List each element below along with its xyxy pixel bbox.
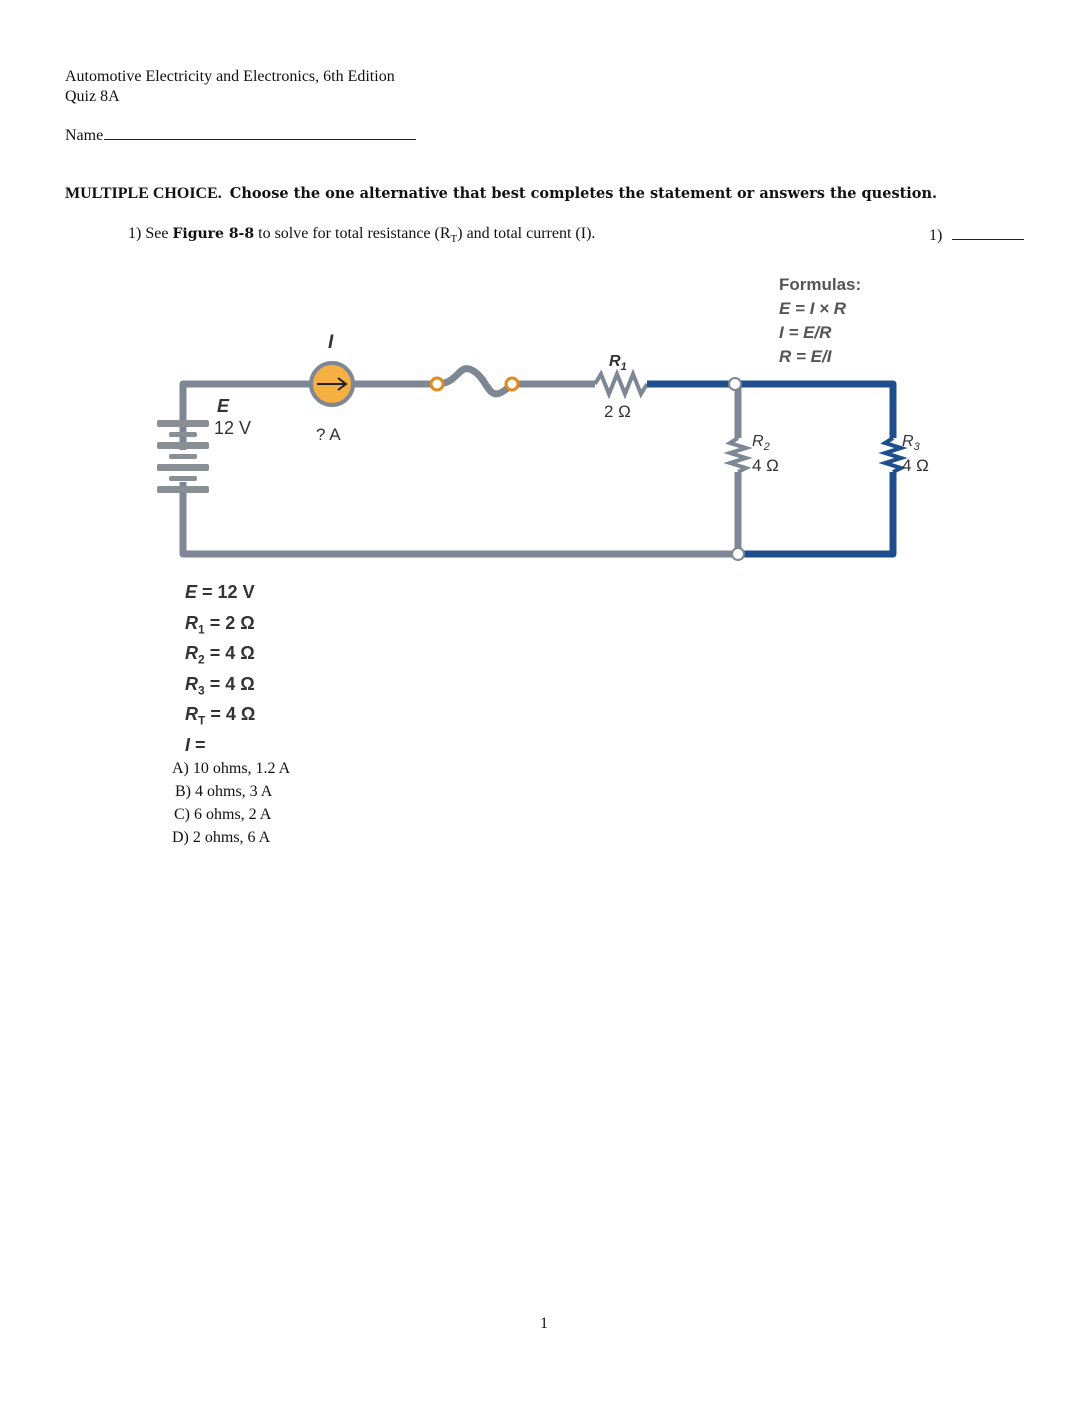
given-row: E = 12 V	[185, 582, 255, 602]
wire-bottom-right	[738, 472, 893, 554]
instructions-lead: MULTIPLE CHOICE.	[65, 185, 222, 202]
given-row: I =	[185, 734, 206, 755]
formula-3: R = E/I	[779, 347, 832, 366]
given-row: $R_T = 4$ Ω	[185, 704, 256, 728]
r2-value: 4 Ω	[752, 456, 779, 475]
choice-d[interactable]: D) 2 ohms, 6 A	[172, 829, 271, 846]
wire-top-right	[647, 384, 893, 438]
battery-value: 12 V	[214, 418, 252, 438]
figure-reference: Figure 8-8	[172, 226, 255, 242]
fuse-icon	[437, 369, 512, 394]
answer-number: 1)	[929, 227, 943, 244]
question-see: See	[145, 225, 169, 242]
r1-label: $R_1$	[609, 353, 627, 373]
question-text	[128, 225, 595, 245]
answer-choices	[172, 757, 290, 849]
question-subscript: T	[450, 233, 458, 246]
wires-gray	[183, 369, 738, 554]
ammeter-value: ? A	[316, 425, 341, 444]
circuit-figure	[0, 260, 1088, 570]
name-field[interactable]	[65, 125, 416, 146]
r3-value: 4 Ω	[902, 456, 929, 475]
choice-c[interactable]: C) 6 ohms, 2 A	[174, 806, 272, 823]
given-values	[185, 580, 255, 764]
r2-resistor-icon	[730, 438, 746, 472]
page-number: 1	[540, 1315, 548, 1332]
given-row: $R_1 = 2$ Ω	[185, 612, 255, 637]
r1-value: 2 Ω	[604, 402, 631, 421]
name-label: Name	[65, 127, 104, 144]
choice-a[interactable]: A) 10 ohms, 1.2 A	[172, 760, 291, 777]
name-blank[interactable]	[104, 125, 416, 140]
answer-blank[interactable]	[952, 225, 1024, 240]
fuse-terminal-right	[506, 378, 518, 390]
wire-top-left	[183, 384, 312, 450]
r3-resistor-icon	[885, 438, 901, 472]
formula-1: E = I × R	[779, 299, 847, 318]
battery-label: E	[217, 396, 230, 416]
instructions-text: Choose the one alternative that best completes the statement or answers the question.	[229, 185, 938, 202]
r2-label: $R_2$	[752, 433, 770, 453]
r1-resistor-icon	[595, 374, 647, 394]
question-end: ) and total current (I).	[457, 225, 596, 242]
wire-bottom	[183, 482, 738, 554]
choice-b[interactable]: B) 4 ohms, 3 A	[175, 783, 273, 800]
junction-top	[729, 378, 741, 390]
instructions	[65, 185, 937, 203]
book-title: Automotive Electricity and Electronics, 6th Edition	[65, 68, 395, 85]
given-row: $R_2 = 4$ Ω	[185, 643, 255, 667]
question-number: 1)	[128, 225, 142, 242]
quiz-title: Quiz 8A	[65, 88, 120, 105]
formula-2: I = E/R	[779, 323, 832, 342]
fuse-terminal-left	[431, 378, 443, 390]
given-row: $R_3 = 4$ Ω	[185, 673, 255, 698]
ammeter-label: I	[328, 332, 334, 353]
answer-slot[interactable]	[929, 225, 1024, 245]
formulas-title: Formulas:	[779, 275, 862, 294]
r3-label: $R_3$	[902, 433, 920, 453]
question-mid: to solve for total resistance (R	[258, 225, 451, 242]
junction-bottom	[732, 548, 744, 560]
